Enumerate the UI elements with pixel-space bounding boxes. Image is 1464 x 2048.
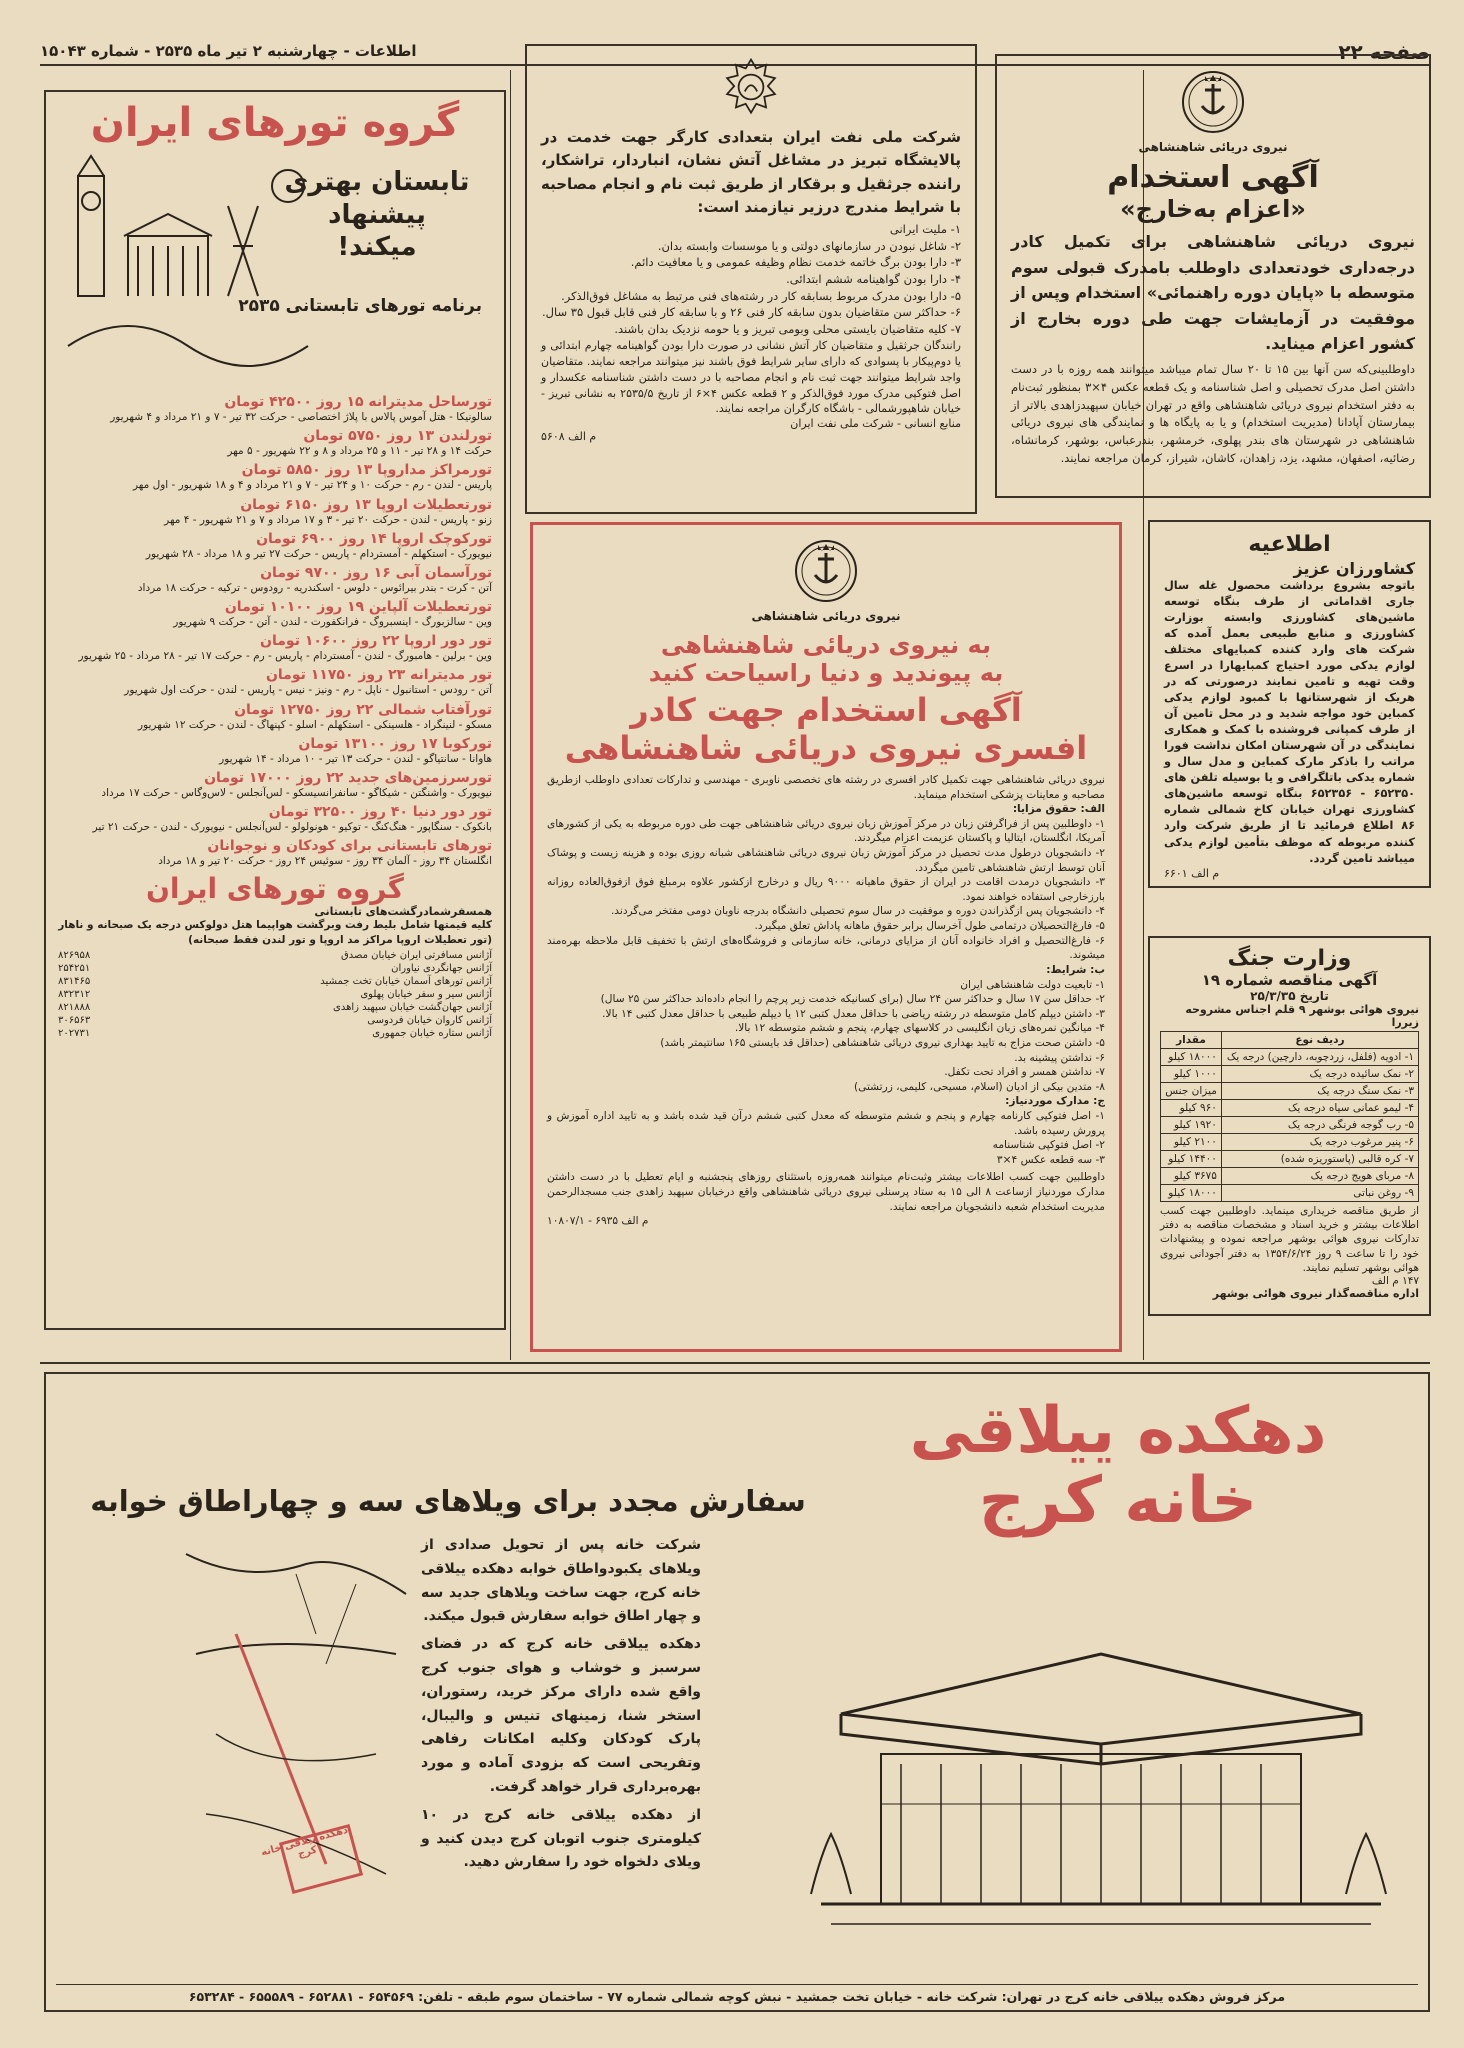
village-brand: خانه کرج [978, 1464, 1258, 1539]
table-cell: ۲۱۰۰ کیلو [1161, 1134, 1222, 1151]
list-item: ۵- داشتن صحت مزاج به تایید بهداری نیروی دریائی شاهنشاهی (حداقل قد بایستی ۱۶۵ سانتیمتر باشد) [660, 1036, 1105, 1049]
tour-route: پاریس - لندن - رم - حرکت ۱۰ و ۲۴ تیر - ۷ و ۲۱ مرداد و ۴ و ۱۸ شهریور - اول مهر [133, 479, 492, 492]
list-item: ۲- دانشجویان درطول مدت تحصیل در مرکز آموزش زبان نیروی دریائی شاهنشاهی شبانه روزی بوده و هزینه زیست و پوشاک آنان توسط ارتش شاهنشاهی تامین میگردد. [547, 847, 1105, 874]
village-paragraph: دهکده ییلاقی خانه کرج که در فضای سرسبز و خوشاب و هوای جنوب کرج واقع شده دارای مرکز خرید، رستوران، استخر شنا، زمینهای تنیس و والیبال، پارک کودکان وکلیه امکانات رفاهی وتفریحی است که بزودی آماده و مورد بهره‌برداری قرار خواهد گرفت. [421, 1636, 701, 1795]
agency-list [58, 949, 492, 1040]
list-item [58, 804, 492, 834]
list-item [58, 702, 492, 732]
agency-phone: ۲۰۲۷۳۱ [58, 1027, 91, 1039]
table-cell: میزان جنس [1161, 1083, 1222, 1100]
agency-name: آژانس ستاره خیابان جمهوری [372, 1027, 492, 1039]
tour-title: تورهای تابستانی برای کودکان و نوجوانان [207, 838, 492, 855]
agency-phone: ۸۲۶۹۵۸ [58, 949, 91, 961]
tour-title: تور دور اروپا ۲۲ روز ۱۰۶۰۰ تومان [260, 633, 492, 650]
tour-route: سالونیکا - هتل آموس پالاس با پلاژ اختصاصی - حرکت ۳۲ تیر - ۷ و ۲۱ مرداد و ۴ شهریور [110, 411, 492, 423]
ad-lead: نیروی دریائی شاهنشاهی برای تکمیل کادر درجه‌داری خودتعدادی داوطلب بامدرک قبولی سوم متوسطه با «پایان دوره راهنمائی» استخدام وپس از موفقیت در آزمایشات جهت طی دوره بخارج از کشور اعزام میناید. [1011, 232, 1415, 354]
list-item [58, 394, 492, 424]
tour-title: تورآسمان آبی ۱۶ روز ۹۷۰۰ تومان [260, 564, 492, 581]
ad-body: داوطلبینی‌که سن آنها بین ۱۵ تا ۲۰ سال تمام میباشد میتوانند همه روزه با در دست داشتن اصل مدرک تحصیلی و اصل شناسنامه و یک قطعه عکس ۴×۳ بمنظور ثبت‌نام به دفتر استخدام نیروی دریائی شاهنشاهی واقع در تهران خیابان سپهبدزاهدی بالاتر از بیمارستان آپادانا (مدیریت استخدام) و یا به پایگاه ها و نمایندگی های نیروی دریائی شاهنشاهی در شهرستان های بندر پهلوی، خرمشهر، بندرعباس، بوشهر، کرمانشاه، رضائیه، اصفهان، مشهد، یزد، زاهدان، کاشان، شیراز، کرمان مراجعه نمایند. [1011, 361, 1415, 466]
list-item: ۴- دارا بودن گواهینامه ششم ابتدائی. [786, 272, 961, 287]
agency-phone: ۸۲۱۸۸۸ [58, 1001, 91, 1013]
section-heading: ج: مدارک موردنیاز: [1005, 1095, 1105, 1108]
tender-lead: نیروی هوائی بوشهر ۹ قلم اجناس مشروحه زیررا [1185, 1003, 1419, 1029]
map-label: دهکده ییلاقی خانه کرج [259, 1824, 350, 1861]
agency-name: آژانس سیر و سفر خیابان پهلوی [360, 988, 492, 1000]
list-item: ۳- سه قطعه عکس ۴×۳ [996, 1153, 1105, 1166]
tour-title: تورمراکز مداروپا ۱۳ روز ۵۸۵۰ تومان [241, 462, 492, 479]
list-item: ۱- داوطلبین پس از فراگرفتن زبان در مرکز آموزش زبان نیروی دریائی شاهنشاهی جهت طی دوره مربوطه به یکی از کشورهای آمریکا، انگلستان، ایتالیا و پاکستان عزیمت اعزام میگردند. [547, 817, 1105, 845]
announcement-body: باتوجه بشروع برداشت محصول غله سال جاری اقداماتی از طرف بنگاه توسعه ماشین‌های کشاورزی وابسته بوزارت کشاورزی و منابع طبیعی بعمل آمده که شرکت های وارد کننده کمبایهای مختلف لوازم یدکی مورد احتیاج کمبایهارا در اسرع وقت تهیه و تامین نمایند درصورتی که در هریک از شهرستانها با کمبود لوازم یدکی کمباین خود مواجه شدید و در محل تامین آن از طرف کمپانی فروشنده با کمک و همکاری نمایندگی در آن شهرستان امکان نداشت فورا مراتب را باذکر مارک کمباین و مدل سال و شماره یدکی باتلگرافی و یا بوسیله تلفن های ۶۵۲۳۵۰ - ۶۵۲۳۵۶ بنگاه توسعه ماشین‌های کشاورزی تهران خیابان کاخ شمالی شماره ۸۶ اطلاع فرمائید تا از طریق شرکت وارد کننده مربوطه که موظف بتأمین لوازم یدکی میباشد تامین گردد. [1164, 579, 1415, 865]
village-body [421, 1534, 701, 1875]
emblem-caption: نیروی دریائی شاهنشاهی [751, 609, 901, 623]
headline: به نیروی دریائی شاهنشاهی [660, 631, 992, 659]
ad-intro: نیروی دریائی شاهنشاهی جهت تکمیل کادر افسری در رشته های تخصصی ناوبری - مهندسی و تدارکات تعدادی داوطلب ازطریق مصاحبه و معاینات پزشکی استخدام مینماید. [547, 774, 1105, 801]
tour-route: انگلستان ۳۴ روز - آلمان ۳۴ روز - سوئیس ۲۴ روز - حرکت ۲۰ تیر و ۱۸ مرداد [158, 855, 492, 868]
tours-program: برنامه تورهای تابستانی ۲۵۳۵ [238, 296, 482, 316]
table-row [1161, 1049, 1419, 1066]
list-item [58, 667, 492, 697]
list-item [58, 462, 492, 492]
section-rule [40, 1362, 1430, 1364]
agency-name: آژانس کاروان خیابان فردوسی [367, 1014, 492, 1026]
table-header: مقدار [1161, 1032, 1222, 1049]
tour-route: وین - سالزبورگ - اینسبروگ - فرانکفورت - لندن - آتن - حرکت ۹ شهریور [173, 616, 492, 629]
list-item [58, 1001, 492, 1014]
list-item: ۳- دانشجویان درمدت اقامت در ایران از حقوق ماهیانه ۹۰۰۰ ریال و درخارج ازکشور علاوه برمبلغ فوق ازفوق‌العاده روزانه بارزخارجی استفاده خواهند نمود. [547, 876, 1105, 903]
farmers-announcement [1148, 520, 1431, 888]
list-item: ۵- فارغ‌التحصیلان درتمامی طول آخرسال برابر حقوق ماهانه پاداش تعلق میگیرد. [754, 920, 1105, 933]
nioc-logo-icon [720, 56, 782, 118]
list-item [58, 531, 492, 561]
ad-body [547, 773, 1105, 1229]
village-slogan: سفارش مجدد برای ویلاهای سه و چهاراطاق خوابه [90, 1484, 806, 1518]
tour-title: تور دور دنیا ۴۰ روز ۳۲۵۰۰ تومان [268, 804, 492, 821]
list-item [58, 1027, 492, 1040]
tender-subtitle: آگهی مناقصه شماره ۱۹ [1201, 971, 1378, 989]
table-cell: ۱۸۰۰۰ کیلو [1161, 1185, 1222, 1202]
ad-signoff: منابع انسانی - شرکت ملی نفت ایران [790, 417, 961, 431]
village-brand-block [838, 1396, 1398, 1537]
list-item: ۲- شاغل نبودن در سازمانهای دولتی و یا موسسات وابسته بدان. [657, 238, 961, 253]
tour-route: مسکو - لنینگراد - هلسینکی - استکهلم - اسلو - کپنهاگ - لندن - حرکت ۱۲ شهریور [138, 718, 492, 731]
tour-route: آتن - کرت - بندر بیرائوس - دلوس - اسکندریه - رودوس - ترکیه - حرکت ۱۸ مرداد [137, 581, 492, 594]
announcement-title: اطلاعیه [1248, 532, 1331, 557]
tour-route: وین - برلین - هامبورگ - لندن - آمستردام - پاریس - رم - حرکت ۱۷ تیر - ۲۸ مرداد - ۲۵ شهریور [78, 650, 492, 663]
list-item: ۲- حداقل سن ۱۷ سال و حداکثر سن ۲۴ سال (برای کسانیکه خدمت زیر پرچم را انجام داده‌اند حداکثر سن ۲۵ سال) [600, 993, 1105, 1006]
tender-date: تاریخ ۲۵/۳/۳۵ [1250, 989, 1329, 1003]
ad-body: رانندگان جرثقیل و متقاضیان کار آتش نشانی در صورت دارا بودن گواهینامه چهارم ابتدائی و یا دوم‌پیکار با پسوادی که دارای سایر شرایط فوق باشند نیز میتوانند مراجعه نمایند. متقاضیان واجد شرایط میتوانند جهت ثبت نام و انجام مصاحبه با در دست داشتن شناسنامه عکسدار و اصل فتوکپی مدرک مورد فوق‌الذکر و ۲ قطعه عکس ۴×۶ از تاریخ ۲۵۳۵/۵ به نشانی تبریز - خیابان شاهپورشمالی - باشگاه کارگران مراجعه نمایند. [541, 338, 962, 416]
ad-subtitle: «اعزام به‌خارج» [1120, 195, 1306, 223]
conditions-list [541, 221, 961, 338]
table-row [1161, 1100, 1419, 1117]
list-item: ۲- اصل فتوکپی شناسنامه [992, 1139, 1105, 1152]
table-row [1161, 1117, 1419, 1134]
tender-table [1160, 1031, 1419, 1202]
agency-phone: ۸۳۲۳۱۲ [58, 988, 91, 1000]
table-cell: ۱۴۴۰۰ کیلو [1161, 1151, 1222, 1168]
agency-phone: ۸۳۱۴۶۵ [58, 975, 91, 987]
issue-info: اطلاعات - چهارشنبه ۲ تیر ماه ۲۵۳۵ - شماره ۱۵۰۴۳ [40, 42, 417, 60]
tours-slogan: تابستان بهتری پیشنهاد میکند! [284, 167, 470, 262]
table-cell: ۱۸۰۰۰ کیلو [1161, 1049, 1222, 1066]
table-header: ردیف نوع [1221, 1032, 1418, 1049]
list-item: ۳- دارا بودن برگ خاتمه خدمت نظام وظیفه عمومی و یا معافیت دائم. [630, 255, 961, 270]
list-item [58, 428, 492, 458]
list-item [58, 838, 492, 868]
tour-route: زنو - پاریس - لندن - حرکت ۲۰ تیر - ۳ و ۱۷ مرداد و ۷ و ۲۱ شهریور - ۴ مهر [164, 513, 492, 526]
tour-route: حرکت ۱۴ و ۲۸ تیر - ۱۱ و ۲۵ مرداد و ۸ و ۲۲ شهریور - ۵ مهر [227, 445, 492, 458]
table-cell: ۱- ادویه (فلفل، زردچوبه، دارچین) درجه یک [1221, 1049, 1418, 1066]
section-heading: ب: شرایط: [1046, 963, 1105, 976]
table-row [1161, 1151, 1419, 1168]
list-item: ۶- فارغ‌التحصیل و افراد خانواده آنان از مزایای درمانی، خانه سازمانی و فروشگاه‌های ارتش با تخفیف قابل ملاحظه بهره‌مند میشوند. [547, 934, 1105, 962]
list-item: ۱- تابعیت دولت شاهنشاهی ایران [960, 978, 1105, 991]
column-rule [510, 70, 511, 1360]
list-item [58, 962, 492, 975]
list-item: ۸- متدین بیکی از ادیان (اسلام، مسیحی، کلیمی، زرتشتی) [854, 1080, 1105, 1093]
table-cell: ۳- نمک سنگ درجه یک [1221, 1083, 1418, 1100]
table-row [1161, 1134, 1419, 1151]
list-item: ۴- دانشجویان پس ازگذراندن دوره و موفقیت در سال سوم تحصیلی دانشگاه بدرجه ناوبان دومی مفتخر می‌گردند. [610, 905, 1105, 918]
list-item [58, 949, 492, 962]
location-map-icon [176, 1534, 416, 1934]
nioc-ad [525, 44, 977, 514]
list-item: ۷- کلیه متقاضیان بایستی محلی وبومی تبریز و یا حومه نزدیک بدان باشند. [614, 322, 961, 337]
ad-code: م الف ۶۶۰۱ [1164, 866, 1220, 880]
karaj-village-ad [44, 1372, 1430, 2012]
agency-name: آژانس جهان‌گشت خیابان سپهبد زاهدی [333, 1001, 492, 1013]
list-item: ۶- حداکثر سن متقاضیان بدون سابقه کار فنی ۲۶ و با سابقه کار فنی قابل قبول ۳۵ سال. [541, 305, 961, 320]
table-cell: ۶- پنیر مرغوب درجه یک [1221, 1134, 1418, 1151]
village-footer: مرکز فروش دهکده ییلاقی خانه کرج در تهران: شرکت خانه - خیابان تخت جمشید - نبش کوچه شمالی شماره ۷۷ - ساختمان سوم طبقه - تلفن: ۶۵۴۵۶۹ - ۶۵۲۸۸۱ - ۶۵۵۵۸۹ - ۶۵۳۲۸۴ [56, 1984, 1418, 2004]
table-cell: ۹۶۰ کیلو [1161, 1100, 1222, 1117]
tour-title: تورساحل مدیترانه ۱۵ روز ۴۲۵۰۰ تومان [224, 394, 492, 410]
list-item [58, 988, 492, 1001]
table-cell: ۳۶۷۵ کیلو [1161, 1168, 1222, 1185]
list-item [58, 633, 492, 663]
list-item [58, 1014, 492, 1027]
agency-name: آژانس تورهای آسمان خیابان تخت جمشید [320, 975, 492, 987]
section-heading: الف: حقوق مزایا: [1012, 803, 1105, 816]
ad-code: م الف ۵۶۰۸ [541, 430, 597, 444]
list-item: ۱- اصل فتوکپی کارنامه چهارم و پنجم و ششم متوسطه که معدل کتبی ششم درآن قید شده باشد و به تایید اداره آموزش و پرورش رسیده باشد. [547, 1110, 1105, 1137]
table-row [1161, 1168, 1419, 1185]
villa-illustration-icon [801, 1624, 1401, 1954]
ad-code: م الف ۶۹۳۵ - ۱۰۸۰۷/۱ [547, 1215, 649, 1228]
agency-name: آژانس جهانگردی نیاوران [391, 962, 492, 974]
navy-officer-ad [530, 522, 1122, 1352]
tour-title: تورکوبا ۱۷ روز ۱۳۱۰۰ تومان [298, 735, 492, 752]
list-item [58, 975, 492, 988]
emblem-caption: نیروی دریائی شاهنشاهی [1138, 140, 1288, 154]
table-row [1161, 1066, 1419, 1083]
table-row [1161, 1185, 1419, 1202]
village-paragraph: شرکت خانه پس از تحویل صدادی از ویلاهای یکبودواطاق خوابه دهکده ییلاقی خانه کرج، جهت ساخت ویلاهای جدید سه و چهار اطاق خوابه سفارش قبول میکند. [421, 1537, 701, 1625]
anchor-crown-icon [1178, 66, 1248, 136]
announcement-subtitle: کشاورزان عزیز [1293, 559, 1415, 578]
tender-body: از طریق مناقصه خریداری مینماید. داوطلبین جهت کسب اطلاعات بیشتر و خرید اسناد و مشخصات مناقصه به دفتر تدارکات نیروی هوائی بوشهر مراجعه نموده و پیشنهادات خود را تا ساعت ۹ روز ۱۳۵۴/۶/۲۴ به دفتر آجودانی نیروی هوائی بوشهر تسلیم نمایند. [1160, 1205, 1419, 1274]
list-item [58, 770, 492, 800]
tour-route: نیویورک - استکهلم - آمستردام - پاریس - حرکت ۲۷ تیر و ۱۸ مرداد - ۲۸ شهریور [145, 547, 492, 560]
table-row [1161, 1083, 1419, 1100]
tour-route: هاوانا - سانتیاگو - لندن - حرکت ۱۳ تیر - ۱۰ مرداد - ۱۴ شهریور [219, 752, 492, 765]
tour-title: تورتعطیلات آلپاین ۱۹ روز ۱۰۱۰۰ تومان [224, 599, 492, 616]
list-item [58, 736, 492, 766]
page-number: صفحه ۲۲ [1338, 40, 1430, 64]
list-item [58, 497, 492, 527]
tour-route: نیویورک - واشنگتن - شیکاگو - سانفرانسیسکو - لس‌آنجلس - لاس‌وگاس - حرکت ۱۷ مرداد [101, 786, 492, 799]
list-item: ۷- نداشتن همسر و افراد تحت تکفل. [944, 1066, 1105, 1079]
tour-title: تورتعطیلات اروپا ۱۳ روز ۶۱۵۰ تومان [240, 496, 492, 513]
tour-title: تورسرزمین‌های جدید ۲۲ روز ۱۷۰۰۰ تومان [204, 769, 492, 786]
tours-brand-footer: گروه تورهای ایران [146, 872, 404, 906]
tour-title: تورآفتاب شمالی ۲۲ روز ۱۲۷۵۰ تومان [234, 701, 492, 718]
table-cell: ۱۹۲۰ کیلو [1161, 1117, 1222, 1134]
list-item: ۴- میانگین نمره‌های زبان انگلیسی در کلاسهای چهارم، پنجم و ششم متوسطه ۱۲ بالا. [734, 1022, 1105, 1035]
navy-emblem [1011, 66, 1415, 140]
ad-code: ۱۴۷ م الف [1371, 1274, 1419, 1287]
tour-title: تورلندن ۱۳ روز ۵۷۵۰ تومان [303, 428, 492, 445]
tender-title: وزارت جنگ [1227, 946, 1352, 971]
ad-footer: داوطلبین جهت کسب اطلاعات بیشتر وثبت‌نام میتوانند همه‌روزه باستثنای روزهای پنجشنبه و ایام تعطیل با در دست داشتن مدارک موردنیاز ازساعت ۸ الی ۱۵ به ستاد پرسنلی نیروی دریائی شاهنشاهی واقع درخیابان سپهبد زاهدی جنب مسجدالرحمن مدیریت استخدام شعبه دانشجویان مراجعه نمایند. [547, 1171, 1106, 1213]
table-cell: ۸- مربای هویج درجه یک [1221, 1168, 1418, 1185]
navy-abroad-ad [995, 54, 1431, 498]
tours-partner: همسفرشمادرگشت‌های تابستانی [314, 905, 492, 919]
ad-title: آگهی استخدام [1107, 160, 1319, 195]
table-cell: ۲- نمک سائیده درجه یک [1221, 1066, 1418, 1083]
headline: افسری نیروی دریائی شاهنشاهی [564, 729, 1088, 767]
iran-tours-ad [44, 90, 506, 1330]
tour-route: آتن - رودس - استانبول - ناپل - رم - ونیز - نیس - پاریس - لندن - حرکت اول شهریور [124, 684, 492, 697]
tour-list [58, 394, 492, 868]
list-item: ۵- دارا بودن مدرک مربوط بسابقه کار در رشته‌های فنی مرتبط به مشاغل فوق‌الذکر. [561, 288, 961, 303]
tour-title: تورکوچک اروپا ۱۴ روز ۶۹۰۰ تومان [256, 530, 492, 547]
table-cell: ۹- روغن نباتی [1221, 1185, 1418, 1202]
anchor-crown-icon [791, 535, 861, 605]
agency-name: آژانس مسافرتی ایران خیابان مصدق [340, 949, 492, 961]
village-brand: دهکده ییلاقی [909, 1394, 1327, 1468]
tours-note: کلیه قیمتها شامل بلیط رفت وبرگشت هواپیما هتل دولوکس درجه یک صبحانه و ناهار (تور تعطیلات اروپا مراکز مد اروپا و تور لندن فقط صبحانه) [58, 919, 492, 946]
list-item [58, 565, 492, 595]
table-cell: ۱۰۰۰ کیلو [1161, 1066, 1222, 1083]
headline: به پیوندید و دنیا راسیاحت کنید [648, 659, 1004, 687]
ad-lead: شرکت ملی نفت ایران بتعدادی کارگر جهت خدمت در پالایشگاه تبریز در مشاغل آتش نشان، انباردار، تراشکار، راننده جرثقیل و برقکار از طریق ثبت نام و انجام مصاحبه با شرایط مندرج درزیر نیازمند است: [541, 128, 961, 216]
tour-title: تور مدیترانه ۲۳ روز ۱۱۷۵۰ تومان [265, 667, 492, 684]
village-paragraph: از دهکده ییلاقی خانه کرج در ۱۰ کیلومتری جنوب اتوبان کرج دیدن کنید و ویلای دلخواه خود را سفارش دهید. [421, 1806, 701, 1871]
tour-route: بانکوک - سنگاپور - هنگ‌کنگ - توکیو - هونولولو - لس‌آنجلس - نیویورک - لندن - حرکت ۲۱ تیر [92, 821, 492, 834]
tours-brand: گروه تورهای ایران [90, 100, 460, 146]
table-cell: ۷- کره قالبی (پاستوریزه شده) [1221, 1151, 1418, 1168]
table-cell: ۴- لیمو عمانی سیاه درجه یک [1221, 1100, 1418, 1117]
agency-phone: ۲۵۴۲۵۱ [58, 962, 91, 974]
war-ministry-tender [1148, 936, 1431, 1316]
list-item [58, 599, 492, 629]
tours-illustration [58, 146, 492, 386]
list-item: ۶- نداشتن پیشینه بد. [1014, 1051, 1105, 1064]
list-item: ۱- ملیت ایرانی [889, 222, 961, 236]
headline: آگهی استخدام جهت کادر [630, 691, 1022, 729]
list-item: ۳- داشتن دیپلم کامل متوسطه در رشته ریاضی با حداقل معدل کتبی ۱۲ یا دیپلم طبیعی با حداقل معدل کتبی ۱۴ بالا. [602, 1007, 1105, 1020]
table-cell: ۵- رب گوجه فرنگی درجه یک [1221, 1117, 1418, 1134]
agency-phone: ۳۰۶۵۶۳ [58, 1014, 91, 1026]
tender-signoff: اداره مناقصه‌گذار نیروی هوائی بوشهر [1212, 1286, 1419, 1300]
